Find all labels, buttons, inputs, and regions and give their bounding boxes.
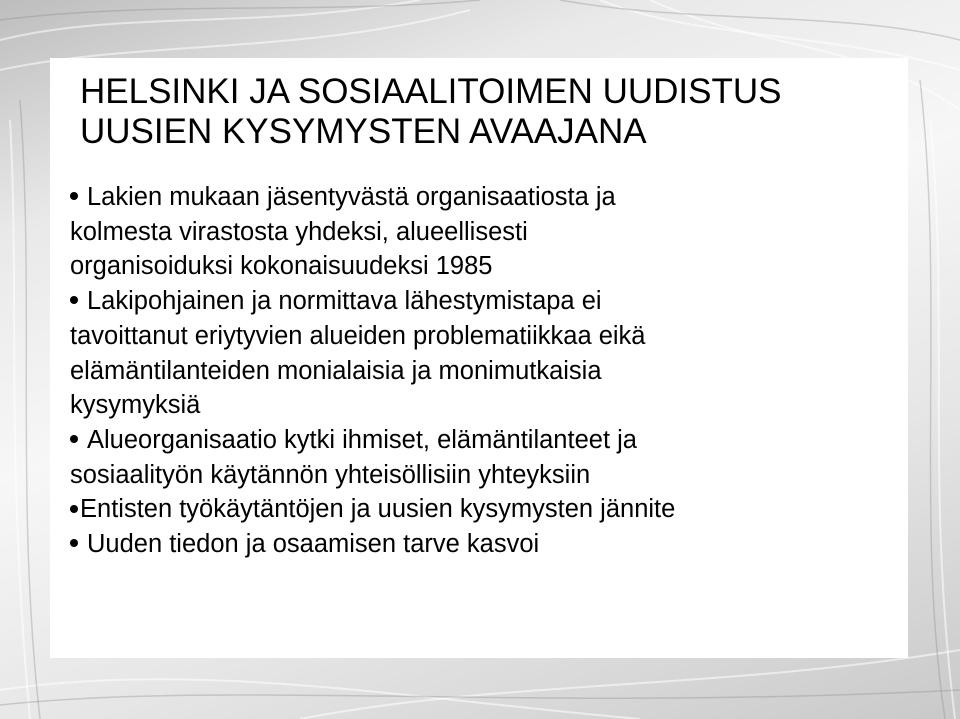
- bullet-item-1: [70, 180, 900, 284]
- bullet-list: [70, 180, 900, 562]
- bullet-2-line-1: Lakipohjainen ja normittava lähestymistapa ei: [87, 287, 602, 316]
- bullet-item-3: [70, 423, 900, 492]
- slide-title-line-1: HELSINKI JA SOSIAALITOIMEN UUDISTUS: [80, 72, 782, 111]
- bullet-2-line-2: tavoittanut eriytyvien alueiden problematiikkaa eikä: [70, 321, 646, 350]
- bullet-icon: [70, 539, 78, 547]
- bullet-2-line-3: elämäntilanteiden monialaisia ja monimutkaisia: [70, 356, 602, 385]
- bullet-3-line-1: Alueorganisaatio kytki ihmiset, elämäntilanteet ja: [87, 425, 637, 454]
- bullet-icon: [70, 505, 78, 513]
- bullet-4-line-1: Entisten työkäytäntöjen ja uusien kysymysten jännite: [80, 495, 676, 524]
- slide-title: [80, 72, 781, 152]
- slide-title-line-2: UUSIEN KYSYMYSTEN AVAAJANA: [80, 112, 647, 151]
- bullet-3-line-2: sosiaalityön käytännön yhteisöllisiin yhteyksiin: [70, 460, 591, 489]
- bullet-1-line-2: kolmesta virastosta yhdeksi, alueellisesti: [70, 217, 528, 246]
- bullet-1-line-3: organisoiduksi kokonaisuudeksi 1985: [70, 252, 493, 281]
- bullet-item-2: [70, 284, 900, 423]
- bullet-1-line-1: Lakien mukaan jäsentyvästä organisaatiosta ja: [87, 183, 616, 211]
- bullet-icon: [70, 192, 78, 200]
- bullet-2-line-4: kysymyksiä: [70, 391, 201, 420]
- bullet-icon: [70, 296, 78, 304]
- bullet-item-5: [70, 527, 900, 562]
- bullet-item-4: [70, 492, 900, 527]
- bullet-5-line-1: Uuden tiedon ja osaamisen tarve kasvoi: [87, 530, 540, 559]
- bullet-icon: [70, 435, 78, 443]
